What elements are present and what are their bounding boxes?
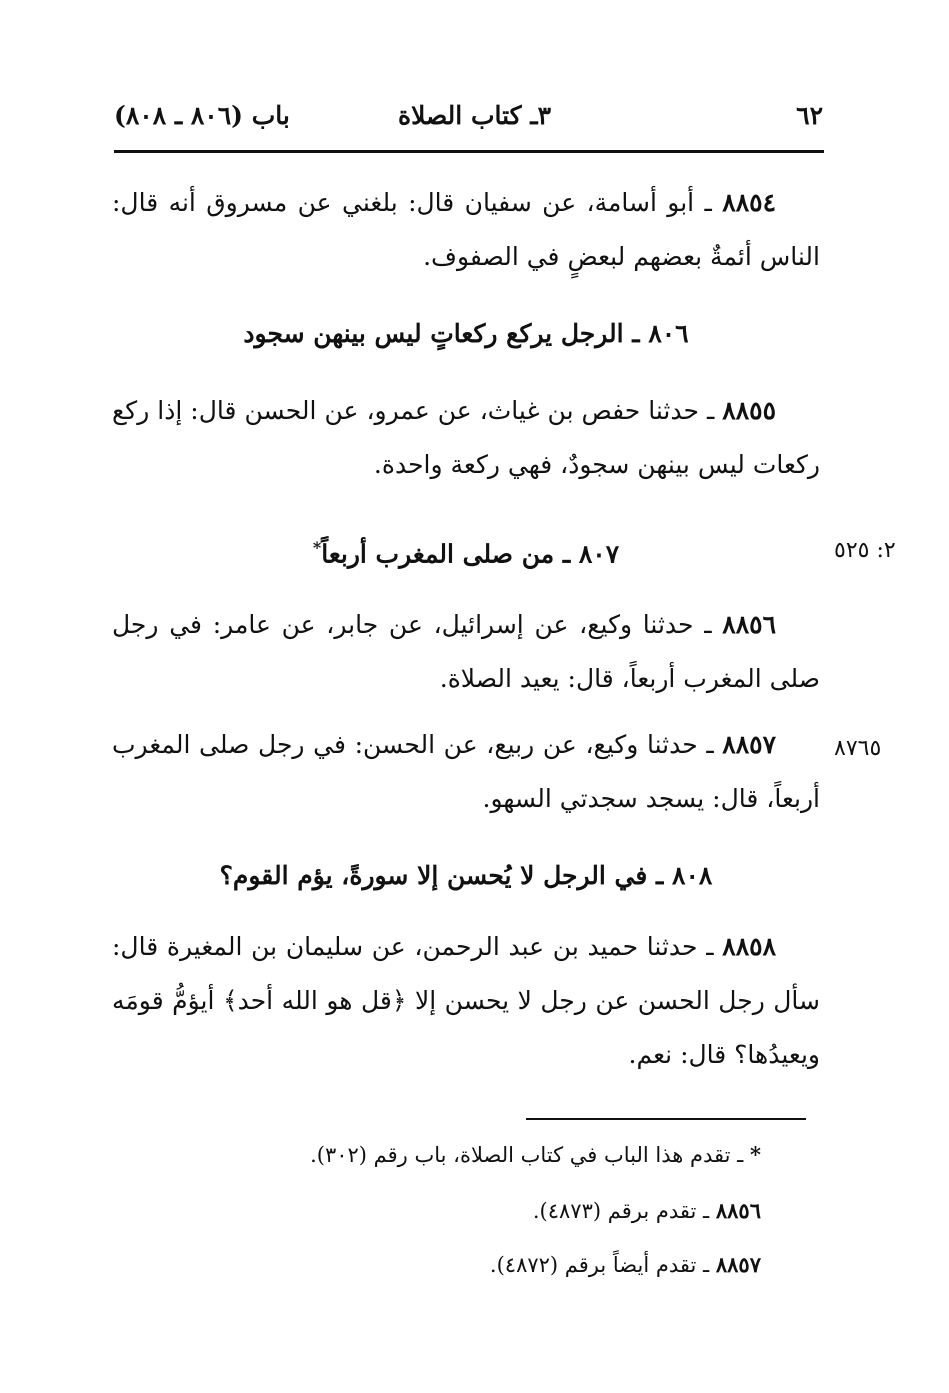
margin-reference-8857: ٨٧٦٥: [834, 736, 882, 761]
footnote-number: ٨٨٥٧: [715, 1252, 761, 1277]
footnote-number: ٨٨٥٦: [715, 1198, 761, 1223]
hadith-text: ـ حدثنا حفص بن غياث، عن عمرو، عن الحسن قال: إذا ركع ركعات ليس بينهن سجودٌ، فهي ركعة واحدة.: [112, 396, 820, 479]
margin-reference-807: ٢: ٥٢٥: [834, 538, 896, 563]
hadith-8856: [112, 598, 820, 706]
footnote-rule: [526, 1118, 806, 1120]
chapter-heading-text: ٨٠٦ ـ الرجل يركع ركعاتٍ ليس بينهن سجود: [243, 319, 689, 348]
footnote-8857: [490, 1250, 761, 1280]
hadith-8858: [112, 920, 820, 1082]
chapter-heading-806: [112, 314, 820, 354]
hadith-8857: [112, 718, 820, 826]
footnote-text: ـ تقدم أيضاً برقم (٤٨٧٢).: [489, 1253, 716, 1277]
hadith-number: ٨٨٥٧: [722, 730, 776, 759]
hadith-text: ـ حدثنا وكيع، عن إسرائيل، عن جابر، عن عامر: في رجل صلى المغرب أربعاً، قال: يعيد الصلاة.: [112, 610, 820, 693]
chapter-heading-807: [112, 528, 820, 574]
header-rule: [114, 150, 824, 153]
chapter-heading-808: [112, 856, 820, 896]
hadith-number: ٨٨٥٤: [722, 188, 776, 217]
hadith-number: ٨٨٥٥: [722, 396, 776, 425]
hadith-text: ـ أبو أسامة، عن سفيان قال: بلغني عن مسروق أنه قال: الناس أئمةٌ بعضهم لبعضٍ في الصفوف.: [112, 188, 820, 271]
chapter-heading-text: ٨٠٧ ـ من صلى المغرب أربعاً: [321, 539, 620, 569]
chapter-range: باب (٨٠٦ ـ ٨٠٨): [114, 101, 290, 130]
footnote-mark: *: [312, 538, 322, 557]
chapter-heading-text: ٨٠٨ ـ في الرجل لا يُحسن إلا سورةً، يؤم القوم؟: [219, 861, 713, 890]
hadith-text: ـ حدثنا وكيع، عن ربيع، عن الحسن: في رجل صلى المغرب أربعاً، قال: يسجد سجدتي السهو.: [112, 730, 820, 813]
footnote-star: [310, 1140, 761, 1170]
footnote-8856: [533, 1196, 761, 1226]
hadith-number: ٨٨٥٦: [722, 610, 776, 639]
hadith-8855: [112, 384, 820, 492]
footnote-text: ـ تقدم برقم (٤٨٧٣).: [532, 1199, 716, 1223]
hadith-8854: [112, 176, 820, 284]
hadith-number: ٨٨٥٨: [722, 932, 776, 961]
footnote-number: *: [750, 1142, 761, 1167]
footnote-text: ـ تقدم هذا الباب في كتاب الصلاة، باب رقم (٣٠٢).: [310, 1143, 751, 1167]
page-number: ٦٢: [796, 101, 823, 130]
hadith-text: ـ حدثنا حميد بن عبد الرحمن، عن سليمان بن المغيرة قال: سأل رجل الحسن عن رجل لا يحسن إلا ﴿قل هو الله أحد﴾ أيؤمُّ قومَه ويعيدُها؟ قال: نعم.: [112, 932, 820, 1069]
book-title: ٣ـ كتاب الصلاة: [397, 101, 552, 130]
